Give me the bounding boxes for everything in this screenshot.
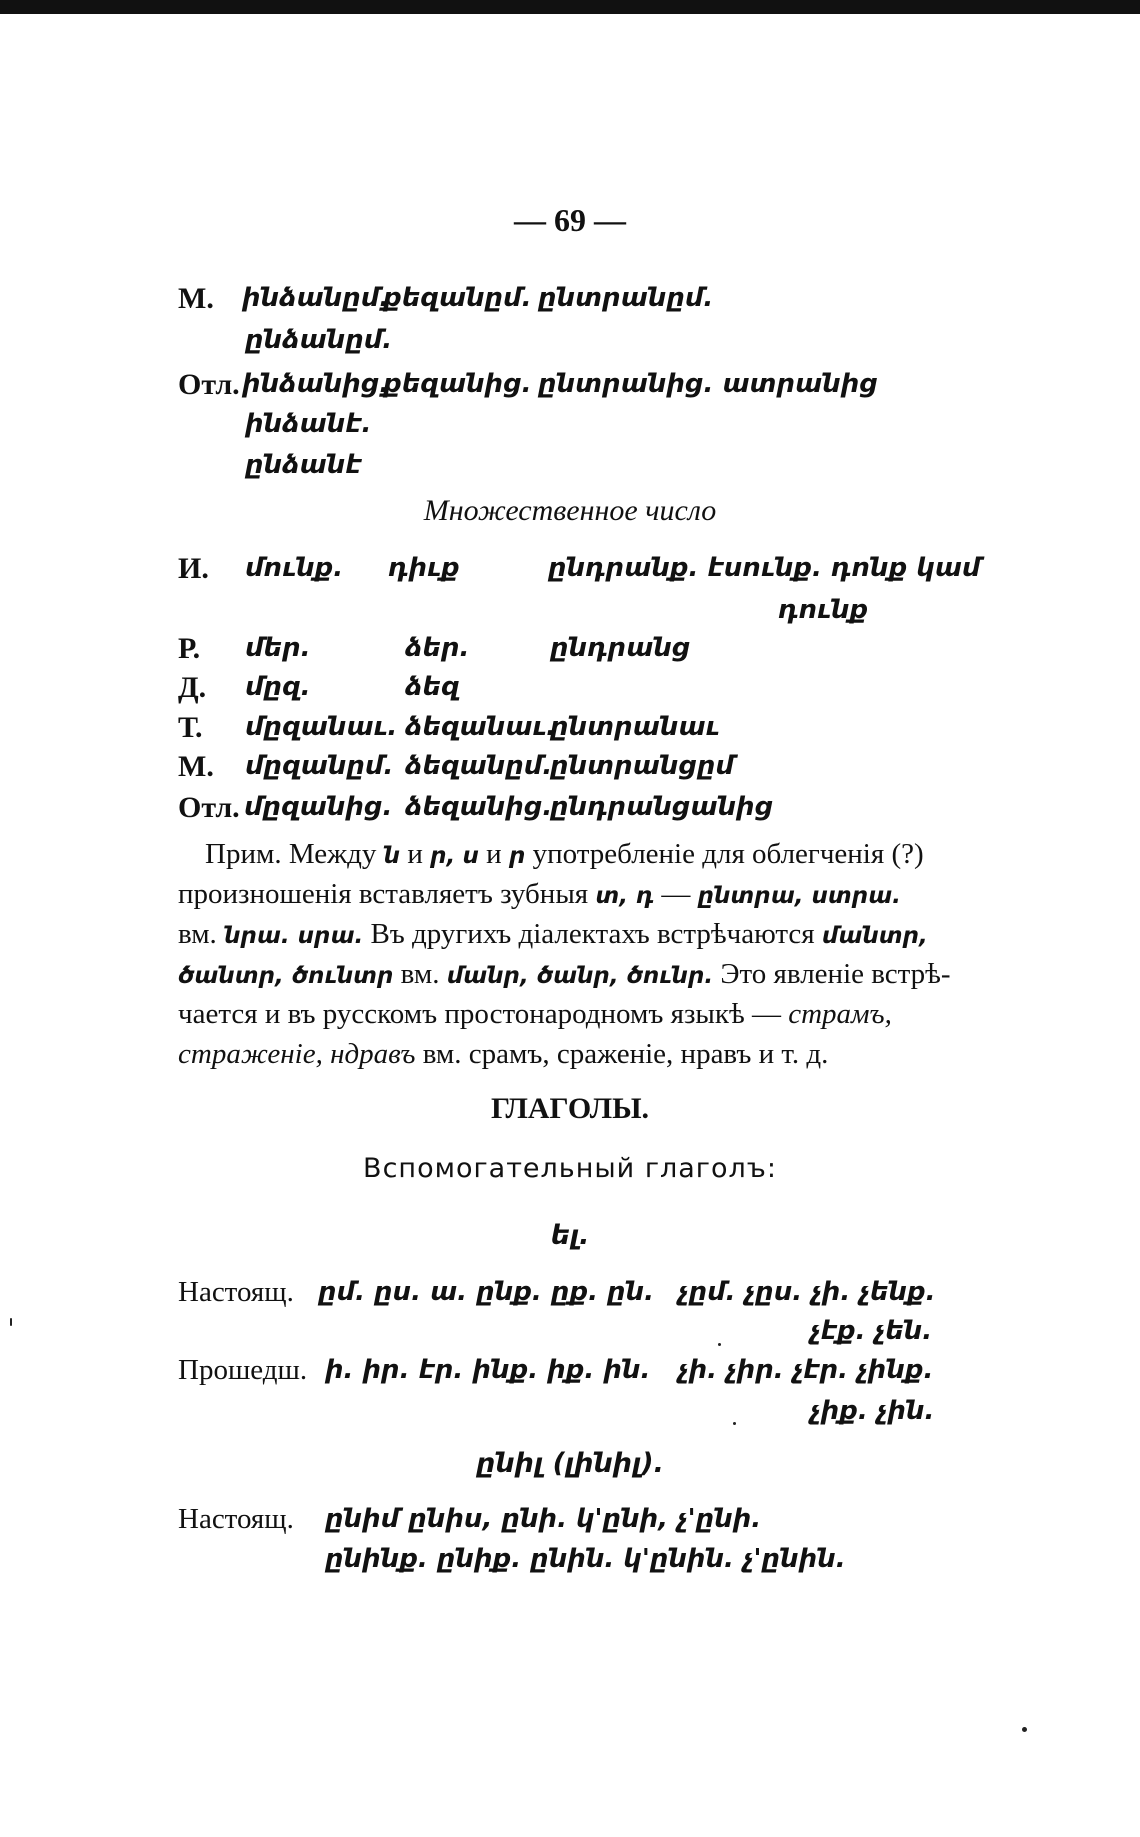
- armenian-form: ընտրանից. ատրանից: [538, 369, 878, 399]
- note-text: Въ другихъ діалектахъ встрѣчаются: [370, 918, 815, 950]
- emphasized-word: ндравъ: [330, 1038, 416, 1070]
- conjugation-forms: ըմ. ըս. ա. ընք. ըք. ըն.: [318, 1277, 654, 1307]
- emphasized-word: страженіе,: [178, 1038, 323, 1070]
- armenian-form: ընձանէ: [245, 450, 362, 480]
- note-line: [205, 834, 985, 876]
- armenian-letter: ն: [383, 843, 401, 869]
- note-line: [178, 954, 958, 996]
- armenian-form: ձեր.: [405, 633, 470, 663]
- armenian-form: դիւք: [388, 553, 460, 583]
- case-label: И.: [178, 552, 209, 585]
- case-label: Отл.: [178, 791, 240, 824]
- verb-title: ընիլ (լինիլ).: [476, 1448, 664, 1479]
- armenian-form: ընտրանաւ: [550, 712, 720, 742]
- case-label: Д.: [178, 671, 207, 704]
- armenian-form: մեր.: [245, 633, 311, 663]
- armenian-form: ձեզանըմ.: [405, 751, 553, 781]
- case-label: Отл.: [178, 368, 240, 401]
- aux-verb-heading: Вспомогательный глаголъ:: [363, 1153, 777, 1184]
- armenian-form: ընտրանցըմ: [550, 751, 734, 781]
- armenian-form: ընձանըմ.: [245, 325, 393, 355]
- verb-title: ել.: [550, 1220, 590, 1251]
- armenian-form: մըզանից.: [244, 792, 393, 822]
- note-text: Это явленіе встрѣ-: [720, 958, 951, 990]
- note-text: и: [407, 838, 423, 870]
- conjugation-forms: ընիմ ընիս, ընի. կ'ընի, չ'ընի.: [325, 1504, 762, 1534]
- note-text: употребленіе для облегченія (?): [532, 838, 924, 870]
- conjugation-forms-negative: չըմ. չըս. չի. չենք.: [678, 1277, 936, 1307]
- page-number: — 69 —: [514, 202, 626, 238]
- scan-speck: [1022, 1727, 1027, 1732]
- armenian-letter: տ, դ: [595, 883, 655, 909]
- emphasized-word: страмъ,: [788, 998, 892, 1030]
- note-line: [178, 1034, 958, 1074]
- armenian-form: ընդրանց: [550, 633, 691, 663]
- case-label: Т.: [178, 711, 203, 744]
- armenian-form: մանտր,: [821, 923, 928, 949]
- armenian-form: մանր, ծանր, ծունր.: [446, 963, 714, 989]
- note-text: вм.: [178, 918, 217, 950]
- armenian-form: ընտրա, ստրա.: [697, 883, 901, 909]
- case-label: Р.: [178, 632, 201, 665]
- armenian-letter: ս: [462, 843, 479, 869]
- armenian-form: մըզանըմ.: [245, 751, 394, 781]
- armenian-letter: ր,: [430, 843, 456, 869]
- armenian-form: ինձանէ.: [245, 409, 372, 439]
- case-label: М.: [178, 282, 214, 315]
- tense-label: Настоящ.: [178, 1276, 294, 1308]
- note-line: [178, 874, 958, 916]
- section-heading-verbs: ГЛАГОЛЫ.: [490, 1092, 650, 1125]
- conjugation-forms: ի. իր. էր. ինք. իք. ին.: [325, 1355, 651, 1385]
- armenian-form: մունք.: [245, 553, 344, 583]
- armenian-form: ձեզանաւ.: [405, 712, 557, 742]
- armenian-form: մըզանաւ.: [245, 712, 398, 742]
- section-heading-plural: Множественное число: [423, 494, 717, 527]
- note-text: вм.: [400, 958, 440, 990]
- tense-label: Прошедш.: [178, 1354, 308, 1386]
- note-line: [178, 914, 958, 956]
- note-text: —: [661, 878, 691, 910]
- armenian-form: քեզանից.: [383, 369, 532, 399]
- note-text: чается и въ русскомъ простонародномъ языкѣ —: [178, 998, 781, 1030]
- armenian-form: դունք: [778, 595, 869, 625]
- tense-label: Настоящ.: [178, 1503, 294, 1535]
- scan-speck: [718, 1343, 721, 1346]
- note-text: Прим. Между: [205, 838, 377, 870]
- note-text: и: [486, 838, 502, 870]
- conjugation-forms-negative: չէք. չեն.: [810, 1316, 933, 1346]
- armenian-letter: ր: [508, 843, 526, 869]
- armenian-form: մըզ.: [245, 672, 311, 702]
- armenian-form: ծանտր, ծունտր: [178, 963, 394, 989]
- armenian-form: քեզանըմ.: [383, 283, 532, 313]
- armenian-form: նրա. սրա.: [224, 923, 364, 949]
- case-label: М.: [178, 750, 214, 783]
- armenian-form: ձեզանից.: [405, 792, 553, 822]
- armenian-form: ընդրանցանից: [550, 792, 774, 822]
- note-text: вм. срамъ, сраженіе, нравъ и т. д.: [422, 1038, 829, 1070]
- armenian-form: ձեզ: [405, 672, 460, 702]
- scan-top-edge: [0, 0, 1140, 14]
- note-line: [178, 994, 958, 1034]
- armenian-form: ինձանից.: [242, 369, 390, 399]
- scan-speck: [10, 1318, 12, 1326]
- armenian-form: ընդրանք. էսունք. դոնք կամ: [548, 553, 981, 583]
- conjugation-forms: ընինք. ընիք. ընին. կ'ընին. չ'ընին.: [325, 1544, 846, 1574]
- scan-speck: [733, 1422, 736, 1425]
- note-text: произношенія вставляетъ зубныя: [178, 878, 589, 910]
- conjugation-forms-negative: չիք. չին.: [810, 1396, 935, 1426]
- armenian-form: ինձանըմ.: [242, 283, 390, 313]
- conjugation-forms-negative: չի. չիր. չէր. չինք.: [678, 1355, 934, 1385]
- armenian-form: ընտրանըմ.: [538, 283, 714, 313]
